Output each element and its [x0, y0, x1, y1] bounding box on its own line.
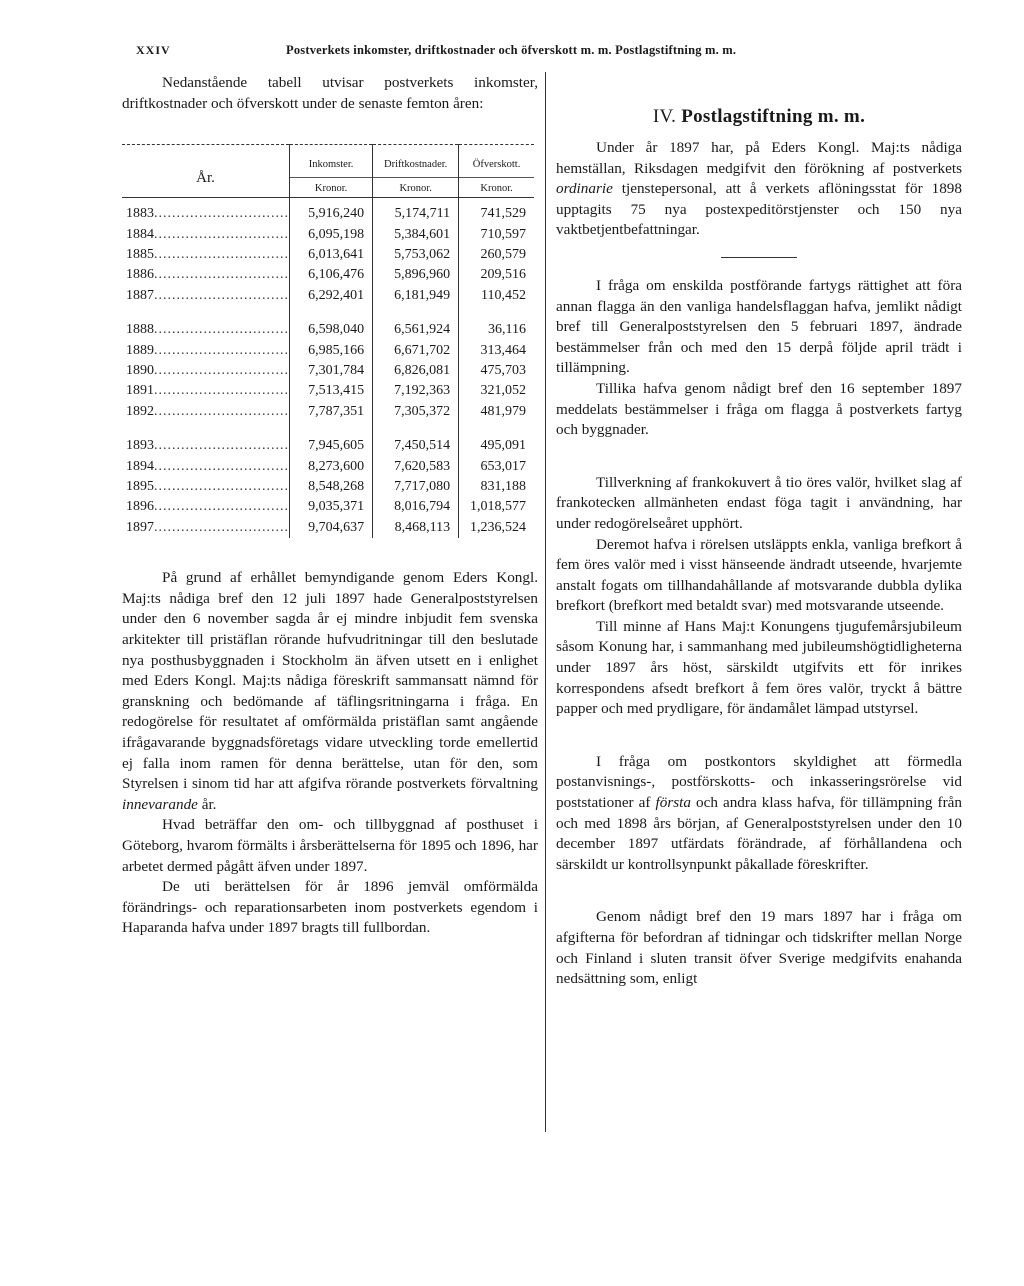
year-value-cell: [122, 341, 290, 361]
paragraph-frankokuvert: Tillverkning af frankokuvert å tio öres valör, hvilket slag af frankotecken allmänheten endast föga tagit i användning, har under redogörelseåret upphört.: [556, 473, 962, 532]
paragraph-postkontor-b: och andra klass hafva, för tillämpning från och med 1898 års början, af Generalpoststyrelsen under den 10 december 1897 utfärdats förändrade, af förhållandena och särskildt ur kontrollsynpunkt påkallade föreskrifter.: [556, 794, 962, 873]
surplus-value: 313,464: [480, 342, 526, 358]
costs-value-cell: [373, 341, 459, 361]
income-value-cell: [290, 381, 373, 401]
surplus-value-cell: [459, 381, 534, 401]
income-value: 6,095,198: [308, 226, 365, 242]
paragraph-personal: [556, 138, 962, 241]
table-row: [122, 457, 534, 477]
year-value-cell: [122, 497, 290, 517]
costs-value: 6,181,949: [394, 287, 451, 303]
page-header: [0, 43, 1024, 67]
table-row: [122, 402, 534, 422]
paragraph-pristaflan: [122, 568, 538, 815]
paragraph-goteborg: Hvad beträffar den om- och tillbyggnad af posthuset i Göteborg, hvarom förmälts i årsberättelserna för 1895 och 1896, har arbetet dermed pågått äfven under 1897.: [122, 816, 538, 875]
year-value: 1887: [126, 287, 154, 303]
leader-dots: ..............................: [154, 287, 289, 303]
table-row: [122, 286, 534, 306]
header-income-unit: Kronor.: [290, 177, 372, 197]
costs-value-cell: [373, 436, 459, 456]
costs-value: 6,671,702: [394, 342, 451, 358]
table-intro: Nedanstående tabell utvisar postverkets inkomster, driftkostnader och öfverskott under de senaste femton åren:: [122, 74, 538, 112]
table-group-gap: [122, 422, 534, 436]
surplus-value-cell: [459, 477, 534, 497]
table-row: [122, 518, 534, 538]
income-value-cell: [290, 198, 373, 225]
income-value-cell: [290, 518, 373, 538]
income-value: 5,916,240: [308, 206, 365, 222]
header-costs: Driftkostnader.: [384, 159, 448, 171]
left-column: [122, 70, 538, 939]
finance-table: [122, 144, 534, 538]
paragraph-pristaflan-b: år.: [197, 795, 217, 813]
income-value-cell: [290, 245, 373, 265]
year-value-cell: [122, 436, 290, 456]
costs-value: 7,192,363: [394, 383, 451, 399]
income-value-cell: [290, 477, 373, 497]
leader-dots: ..............................: [154, 342, 289, 358]
surplus-value-cell: [459, 341, 534, 361]
paragraph-postkontor-a: I fråga om postkontors skyldighet att förmedla postanvisnings-, postförskotts- och inkasseringsrörelse vid poststationer af: [556, 752, 962, 812]
costs-value: 5,753,062: [394, 247, 451, 262]
table-row: [122, 477, 534, 497]
costs-value-cell: [373, 457, 459, 477]
spacer: [556, 441, 962, 473]
year-value-cell: [122, 320, 290, 340]
costs-value-cell: [373, 477, 459, 497]
year-value-cell: [122, 286, 290, 306]
costs-value: 7,717,080: [394, 479, 451, 495]
income-value: 7,945,605: [308, 438, 365, 454]
leader-dots: ..............................: [154, 267, 289, 283]
right-column: [556, 70, 962, 990]
surplus-value: 653,017: [480, 458, 526, 474]
leader-dots: ..............................: [154, 322, 289, 338]
costs-value: 7,305,372: [394, 403, 451, 419]
paragraph-flagga: I fråga om enskilda postförande fartygs rättighet att föra annan flagga än den vanliga handelsflaggan hafva, jemlikt nådigt bref till Generalpoststyrelsen den 5 februari 1897, ändrade bestämmelser från och med den 15 derpå följde april trädt i tillämpning.: [556, 276, 962, 377]
paragraph-tidningar: Genom nådigt bref den 19 mars 1897 har i fråga om afgifterna för befordran af tidningar och tidskrifter mellan Norge och Finland i sluten transit öfver Sverige medgifvits enahanda nedsättning som, enligt: [556, 908, 962, 988]
income-value-cell: [290, 225, 373, 245]
surplus-value-cell: [459, 320, 534, 340]
running-head: Postverkets inkomster, driftkostnader och öfverskott m. m. Postlagstiftning m. m.: [286, 43, 737, 57]
leader-dots: ..............................: [154, 206, 289, 222]
table-row: [122, 436, 534, 456]
surplus-value-cell: [459, 198, 534, 225]
table-row: [122, 361, 534, 381]
surplus-value-cell: [459, 286, 534, 306]
costs-value: 7,620,583: [394, 458, 451, 474]
surplus-value-cell: [459, 436, 534, 456]
costs-value-cell: [373, 225, 459, 245]
header-surplus: Öfverskott.: [472, 159, 521, 171]
income-value: 9,035,371: [308, 499, 365, 515]
costs-value-cell: [373, 265, 459, 285]
spacer: [556, 720, 962, 752]
paragraph-flagga-2: Tillika hafva genom nådigt bref den 16 september 1897 meddelats bestämmelser i fråga om flagga å postverkets fartyg och byggnader.: [556, 379, 962, 439]
year-value: 1895: [126, 479, 154, 495]
header-income: Inkomster.: [308, 159, 354, 171]
costs-value: 5,174,711: [394, 206, 451, 222]
year-value-cell: [122, 402, 290, 422]
income-value-cell: [290, 320, 373, 340]
costs-value: 5,384,601: [394, 226, 451, 242]
income-value: 6,292,401: [308, 287, 365, 303]
surplus-value: 1,018,577: [470, 499, 526, 515]
table-row: [122, 245, 534, 265]
paragraph-personal-a: Under år 1897 har, på Eders Kongl. Maj:ts nådiga hemställan, Riksdagen medgifvit den förökning af postverkets: [556, 139, 962, 177]
year-value-cell: [122, 361, 290, 381]
costs-value-cell: [373, 381, 459, 401]
costs-value: 5,896,960: [394, 267, 451, 283]
costs-value: 8,468,113: [394, 519, 451, 535]
column-divider: [545, 72, 546, 1132]
paragraph-personal-em: ordinarie: [556, 180, 613, 198]
year-value-cell: [122, 225, 290, 245]
surplus-value: 209,516: [480, 267, 526, 283]
surplus-value-cell: [459, 497, 534, 517]
income-value: 6,985,166: [308, 342, 365, 358]
costs-value-cell: [373, 320, 459, 340]
year-value: 1883: [126, 206, 154, 222]
table-row: [122, 320, 534, 340]
year-value-cell: [122, 198, 290, 225]
costs-value-cell: [373, 497, 459, 517]
income-value: 6,013,641: [308, 247, 365, 262]
leader-dots: ..............................: [154, 438, 289, 454]
year-value: 1894: [126, 458, 154, 474]
header-income-cell: [290, 145, 373, 198]
year-value-cell: [122, 477, 290, 497]
surplus-value-cell: [459, 402, 534, 422]
income-value: 6,598,040: [308, 322, 365, 338]
year-value: 1885: [126, 247, 154, 262]
leader-dots: ..............................: [154, 363, 289, 379]
leader-dots: ..............................: [154, 519, 289, 535]
surplus-value: 831,188: [480, 479, 526, 495]
surplus-value-cell: [459, 265, 534, 285]
table-row: [122, 497, 534, 517]
costs-value-cell: [373, 361, 459, 381]
surplus-value: 710,597: [480, 226, 526, 242]
section-title: [556, 106, 962, 128]
table-row: [122, 198, 534, 225]
leader-dots: ..............................: [154, 479, 289, 495]
year-value: 1892: [126, 403, 154, 419]
income-value-cell: [290, 497, 373, 517]
costs-value-cell: [373, 518, 459, 538]
year-value-cell: [122, 457, 290, 477]
finance-table-wrapper: [122, 144, 538, 538]
year-value: 1891: [126, 383, 154, 399]
surplus-value: 36,116: [488, 322, 526, 338]
surplus-value: 495,091: [480, 438, 526, 454]
paragraph-brefkort: Deremot hafva i rörelsen utsläppts enkla, vanliga brefkort å fem öres valör med i visst hänseende ändradt utseende, hvarjemte anstalt fogats om tillhandahållande af motsvarande dubbla dylika brefkort (brefkort med betaldt svar) med motsvarande utseende.: [556, 535, 962, 615]
table-row: [122, 381, 534, 401]
table-row: [122, 341, 534, 361]
paragraph-jubileum: Till minne af Hans Maj:t Konungens tjugufemårsjubileum såsom Konung har, i sammanhang med jubileumshögtidligheterna under 1897 års höst, särskildt utgifvits ett för inrikes korrespondens afsedt brefkort å fem öres valör, tryckt å bättre papper och med prydligare, för ändamålet lämpad utstyrsel.: [556, 617, 962, 718]
year-value-cell: [122, 245, 290, 265]
leader-dots: ..............................: [154, 458, 289, 474]
surplus-value-cell: [459, 225, 534, 245]
income-value-cell: [290, 361, 373, 381]
costs-value-cell: [373, 286, 459, 306]
paragraph-personal-b: tjenstepersonal, att å verkets aflöningsstat för 1898 upptagits 75 nya postexpeditörstjenster och 150 nya vaktbetjentbefattningar.: [556, 180, 962, 239]
separator-rule: [721, 257, 797, 258]
leader-dots: ..............................: [154, 226, 289, 242]
surplus-value-cell: [459, 457, 534, 477]
income-value: 7,787,351: [308, 403, 365, 419]
year-value: 1886: [126, 267, 154, 283]
surplus-value: 741,529: [480, 206, 526, 222]
costs-value: 6,561,924: [394, 322, 451, 338]
page-number: XXIV: [136, 43, 171, 57]
costs-value: 6,826,081: [394, 363, 451, 379]
income-value: 8,548,268: [308, 479, 365, 495]
header-surplus-cell: [459, 145, 534, 198]
table-group-gap: [122, 306, 534, 320]
paragraph-postkontor-em: första: [655, 794, 691, 812]
surplus-value: 475,703: [480, 363, 526, 379]
paragraph-pristaflan-a: På grund af erhållet bemyndigande genom Eders Kongl. Maj:ts nådiga bref den 12 juli 1897 hade Generalpoststyrelsen under den 6 november sagda år ej mindre inbjudit fem svenska arkitekter till pristäflan rörande hufvudritningar till den beslutade nya posthusbyggnaden i Stockholm än äfven utsett en i enlighet med Eders Kongl. Maj:ts nådiga föreskrift sammansatt nämnd för granskning och bedömande af täflingsritningarna i fråga. En redogörelse för resultatet af omförmälda pristäflan samt angående ifrågavarande byggnadsföretags vidare utveckling torde emellertid ej falla inom ramen för denna berättelse, utan för den, som Styrelsen i sinom tid har att afgifva rörande postverkets förvaltning: [122, 569, 538, 793]
year-value: 1897: [126, 519, 154, 535]
year-value-cell: [122, 381, 290, 401]
leader-dots: ..............................: [154, 499, 289, 515]
paragraph-postkontor: [556, 752, 962, 876]
surplus-value: 110,452: [481, 287, 526, 303]
year-value: 1888: [126, 322, 154, 338]
surplus-value-cell: [459, 361, 534, 381]
leader-dots: ..............................: [154, 403, 289, 419]
surplus-value: 1,236,524: [470, 519, 526, 535]
table-row: [122, 225, 534, 245]
year-value: 1884: [126, 226, 154, 242]
table-row: [122, 265, 534, 285]
year-value-cell: [122, 265, 290, 285]
year-value: 1890: [126, 363, 154, 379]
income-value: 7,301,784: [308, 363, 365, 379]
income-value-cell: [290, 286, 373, 306]
income-value: 9,704,637: [308, 519, 365, 535]
header-year: År.: [196, 170, 215, 187]
costs-value: 7,450,514: [394, 438, 451, 454]
income-value: 6,106,476: [308, 267, 365, 283]
header-costs-unit: Kronor.: [373, 177, 458, 197]
paragraph-haparanda: De uti berättelsen för år 1896 jemväl omförmälda förändrings- och reparationsarbeten inom postverkets egendom i Haparanda hafva under 1897 bragts till fullbordan.: [122, 878, 538, 937]
section-name: Postlagstiftning m. m.: [681, 106, 866, 127]
leader-dots: ..............................: [154, 247, 289, 262]
surplus-value-cell: [459, 245, 534, 265]
costs-value: 8,016,794: [394, 499, 451, 515]
leader-dots: ..............................: [154, 383, 289, 399]
left-body-text: [122, 568, 538, 939]
surplus-value: 481,979: [480, 403, 526, 419]
income-value-cell: [290, 402, 373, 422]
header-costs-cell: [373, 145, 459, 198]
paragraph-pristaflan-em: innevarande: [122, 795, 198, 813]
year-value: 1893: [126, 438, 154, 454]
income-value: 7,513,415: [308, 383, 365, 399]
header-surplus-unit: Kronor.: [459, 177, 534, 197]
income-value-cell: [290, 265, 373, 285]
finance-table-body: [122, 198, 534, 539]
income-value-cell: [290, 457, 373, 477]
year-value-cell: [122, 518, 290, 538]
spacer: [556, 875, 962, 907]
year-value: 1889: [126, 342, 154, 358]
costs-value-cell: [373, 402, 459, 422]
section-number: IV.: [652, 106, 677, 127]
surplus-value: 260,579: [480, 247, 526, 262]
costs-value-cell: [373, 245, 459, 265]
year-value: 1896: [126, 499, 154, 515]
surplus-value-cell: [459, 518, 534, 538]
income-value-cell: [290, 341, 373, 361]
income-value: 8,273,600: [308, 458, 365, 474]
costs-value-cell: [373, 198, 459, 225]
surplus-value: 321,052: [480, 383, 526, 399]
income-value-cell: [290, 436, 373, 456]
